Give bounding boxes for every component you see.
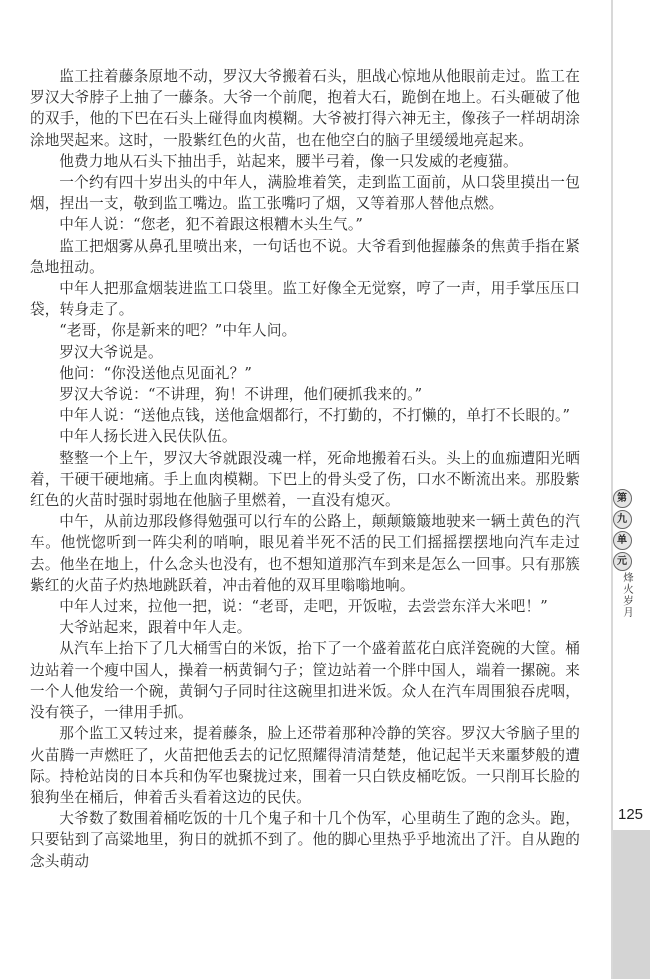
paragraph: 中年人过来，拉他一把，说：“老哥，走吧，开饭啦，去尝尝东洋大米吧！”: [59, 598, 548, 616]
paragraph: 他问：“你没送他点见面礼？”: [59, 364, 253, 382]
unit-badge: 九: [613, 510, 632, 529]
paragraph: 中午，从前边那段修得勉强可以行车的公路上，颠颠簸簸地驶来一辆土黄色的汽车。他恍惚听到一阵尖利的哨响，眼见着半死不活的民工们摇摇摆摆地向汽车走过去。他坐在地上，什么念头也没有，也不想知道那汽车到来是怎么一回事。只有那簇紫红的火苗子灼热地跳跃着，冲击着他的双耳里嗡嗡地响。: [30, 513, 580, 594]
unit-badge: 第: [613, 489, 632, 508]
paragraph: 他费力地从石头下抽出手，站起来，腰半弓着，像一只发威的老瘦猫。: [59, 152, 518, 170]
paragraph: 一个约有四十岁出头的中年人，满脸堆着笑，走到监工面前，从口袋里摸出一包烟，捏出一支，敬到监工嘴边。监工张嘴叼了烟，又等着那人替他点燃。: [30, 174, 580, 213]
unit-badge: 单: [613, 531, 632, 550]
paragraph: 监工拄着藤条原地不动，罗汉大爷搬着石头，胆战心惊地从他眼前走过。监工在罗汉大爷脖子上抽了一藤条。大爷一个前爬，抱着大石，跪倒在地上。石头砸破了他的双手，他的下巴在石头上碰得血肉模糊。大爷被打得六神无主，像孩子一样胡胡涂涂地哭起来。这时，一股紫红色的火苗，也在他空白的脑子里缓缓地亮起来。: [30, 68, 580, 149]
paragraph: 罗汉大爷说：“不讲理，狗！不讲理，他们硬抓我来的。”: [59, 386, 423, 404]
page-number: 125: [618, 806, 644, 823]
paragraph: “老哥，你是新来的吧？”中年人问。: [59, 322, 297, 340]
paragraph: 罗汉大爷说是。: [59, 343, 163, 361]
paragraph: 中年人扬长进入民伕队伍。: [59, 428, 237, 446]
unit-badge: 元: [613, 552, 632, 571]
paragraph: 大爷数了数围着桶吃饭的十几个鬼子和十几个伪军，心里萌生了跑的念头。跑，只要钻到了高粱地里，狗日的就抓不到了。他的脚心里热乎乎地流出了汗。自从跑的念头萌动: [30, 810, 580, 870]
paragraph: 整整一个上午，罗汉大爷就跟没魂一样，死命地搬着石头。头上的血痂遭阳光晒着，干硬干硬地痛。手上血肉模糊。下巴上的骨头受了伤，口水不断流出来。那股紫红色的火苗时强时弱地在他脑子里燃着，一直没有熄灭。: [30, 449, 580, 510]
paragraph: 中年人说：“送他点钱，送他盒烟都行，不打勤的，不打懒的，单打不长眼的。”: [59, 407, 571, 425]
page-body: [30, 66, 580, 872]
paragraph: 中年人把那盒烟装进监工口袋里。监工好像全无觉察，哼了一声，用手掌压压口袋，转身走了。: [30, 280, 580, 319]
paragraph: 那个监工又转过来，提着藤条，脸上还带着那种冷静的笑容。罗汉大爷脑子里的火苗腾一声燃旺了，火苗把他丢去的记忆照耀得清清楚楚，他记起半天来噩梦般的遭际。持枪站岗的日本兵和伪军也聚拢过来，围着一只白铁皮桶吃饭。一只削耳长脸的狼狗坐在桶后，伸着舌头看着这边的民伕。: [30, 725, 580, 806]
paragraph: 大爷站起来，跟着中年人走。: [59, 619, 252, 637]
unit-badges: [610, 489, 634, 571]
paragraph: 中年人说：“您老，犯不着跟这根糟木头生气。”: [59, 216, 364, 234]
paragraph: 监工把烟雾从鼻孔里喷出来，一句话也不说。大爷看到他握藤条的焦黄手指在紧急地扭动。: [30, 237, 580, 276]
paragraph: 从汽车上抬下了几大桶雪白的米饭，抬下了一个盛着蓝花白底洋瓷碗的大筐。桶边站着一个瘦中国人，操着一柄黄铜勺子；筐边站着一个胖中国人，端着一摞碗。来一个人他发给一个碗，黄铜勺子同时往这碗里扣进米饭。众人在汽车周围狼吞虎咽，没有筷子，一律用手抓。: [30, 640, 580, 722]
page-edge-tab: [613, 830, 650, 979]
unit-title: 烽火岁月: [622, 572, 634, 618]
